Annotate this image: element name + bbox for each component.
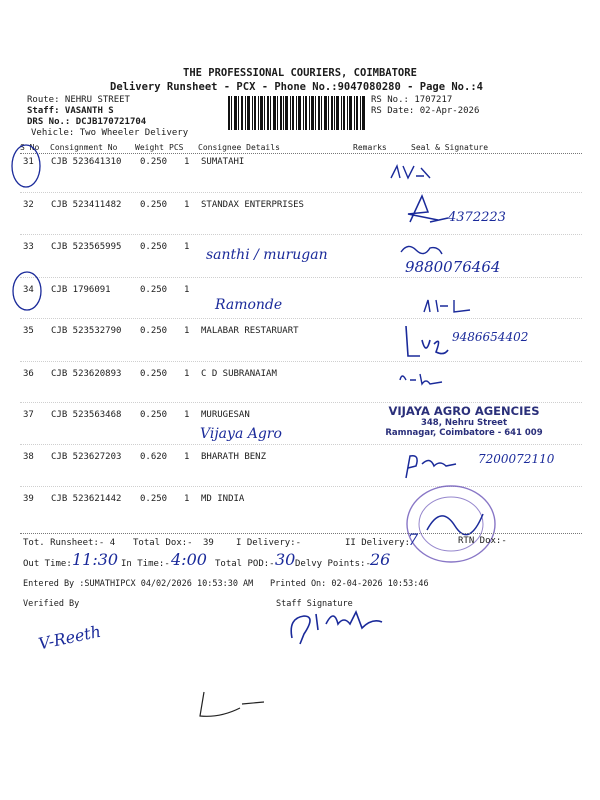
footer-divider [20, 533, 582, 534]
row-consignee: C D SUBRANAIAM [201, 369, 277, 379]
signature-row32 [400, 192, 450, 230]
company-name: THE PROFESSIONAL COURIERS, COIMBATORE [183, 67, 417, 79]
staff: Staff: VASANTH S [27, 106, 114, 116]
row-pcs: 1 [184, 285, 190, 295]
signature-row38 [400, 452, 460, 482]
row-sno: 38 [23, 452, 34, 462]
total-pod-label: Total POD:- [215, 559, 275, 569]
route: Route: NEHRU STREET [27, 95, 130, 105]
row-weight: 0.620 [140, 452, 168, 462]
row-divider [20, 192, 582, 193]
in-time-value: 4:00 [171, 550, 207, 569]
row-weight: 0.250 [140, 200, 168, 210]
col-consignment: Consignment No [50, 143, 118, 152]
row-weight: 0.250 [140, 242, 168, 252]
row-pcs: 1 [184, 452, 190, 462]
row-sno: 34 [23, 285, 34, 295]
verified-by-label: Verified By [23, 599, 80, 609]
row-sno: 33 [23, 242, 34, 252]
row-divider [20, 361, 582, 362]
row-consignee: BHARATH BENZ [201, 452, 267, 462]
vehicle: Vehicle: Two Wheeler Delivery [31, 128, 189, 138]
bottom-scribble [180, 688, 270, 724]
row-pcs: 1 [184, 494, 190, 504]
row-sno: 39 [23, 494, 34, 504]
row-sno: 36 [23, 369, 34, 379]
row-weight: 0.250 [140, 369, 168, 379]
total-pod-value: 30 [275, 550, 296, 569]
row-consignee: MALABAR RESTARUART [201, 326, 299, 336]
stamp-name: VIJAYA AGRO AGENCIES [388, 404, 540, 418]
signature-row35 [400, 322, 450, 362]
row-weight: 0.250 [140, 157, 168, 167]
company-stamp [378, 404, 550, 450]
barcode [228, 96, 366, 130]
handwritten-name-row33: santhi / murugan [206, 247, 328, 263]
staff-signature [282, 604, 392, 648]
round-seal [405, 484, 497, 564]
runsheet-subtitle: Delivery Runsheet - PCX - Phone No.:9047080280 - Page No.:4 [110, 81, 483, 93]
rs-number: RS No.: 1707217 [371, 95, 453, 105]
staff-signature-label: Staff Signature [276, 599, 353, 609]
row-consignment: CJB 523563468 [51, 410, 122, 420]
row-consignment: CJB 523565995 [51, 242, 122, 252]
total-dox-label: Total Dox:- [133, 538, 193, 548]
out-time-label: Out Time: [23, 559, 72, 569]
row-consignment: CJB 523641310 [51, 157, 122, 167]
row-sno: 32 [23, 200, 34, 210]
row-sno: 37 [23, 410, 34, 420]
rs-date: RS Date: 02-Apr-2026 [371, 106, 480, 116]
circle-mark-31 [10, 143, 42, 189]
row-weight: 0.250 [140, 285, 168, 295]
col-seal: Seal & Signature [411, 143, 489, 152]
row-consignee: MD INDIA [201, 494, 245, 504]
col-remarks: Remarks [353, 143, 387, 152]
row-weight: 0.250 [140, 326, 168, 336]
stamp-line2: Ramnagar, Coimbatore - 641 009 [385, 428, 543, 438]
handwritten-name-row37: Vijaya Agro [200, 426, 282, 442]
row-sno: 35 [23, 326, 34, 336]
row-sno: 31 [23, 157, 34, 167]
row-consignment: CJB 523621442 [51, 494, 122, 504]
rtn-dox-label: RTN Dox:- [458, 536, 507, 546]
in-time-label: In Time:- [121, 559, 170, 569]
row-pcs: 1 [184, 242, 190, 252]
i-delivery-label: I Delivery:- [236, 538, 302, 548]
printed-on: Printed On: 02-04-2026 10:53:46 [270, 579, 429, 589]
out-time-value: 11:30 [72, 550, 119, 569]
row-divider [20, 234, 582, 235]
col-pcs: PCS [169, 143, 184, 152]
signature-row34 [420, 296, 474, 318]
signature-row36 [396, 370, 446, 388]
row-weight: 0.250 [140, 410, 168, 420]
row-pcs: 1 [184, 157, 190, 167]
row-pcs: 1 [184, 200, 190, 210]
phone-row38: 7200072110 [478, 452, 555, 466]
ii-delivery-label: II Delivery: [345, 538, 411, 548]
row-weight: 0.250 [140, 494, 168, 504]
stamp-line1: 348, Nehru Street [420, 418, 508, 428]
delvy-points-label: Delvy Points:- [295, 559, 371, 569]
verified-signature: V-Reeth [36, 621, 103, 654]
delvy-points-value: 26 [370, 550, 391, 569]
signature-row33 [398, 240, 444, 260]
row-divider [20, 318, 582, 319]
ii-delivery-value: 7 [408, 530, 419, 549]
row-pcs: 1 [184, 369, 190, 379]
handwritten-name-row34: Ramonde [215, 297, 283, 313]
row-consignee: MURUGESAN [201, 410, 250, 420]
signature-row31 [388, 160, 438, 186]
col-sno: S No [20, 143, 40, 152]
row-consignment: CJB 523627203 [51, 452, 122, 462]
row-pcs: 1 [184, 410, 190, 420]
phone-row35: 9486654402 [452, 330, 529, 344]
row-divider [20, 486, 582, 487]
row-consignment: CJB 523532790 [51, 326, 122, 336]
tot-runsheet: Tot. Runsheet:- 4 [23, 538, 116, 548]
drs-number: DRS No.: DCJB170721704 [27, 117, 147, 127]
entered-by: Entered By :SUMATHIPCX 04/02/2026 10:53:30 AM [23, 579, 254, 589]
row-consignee: STANDAX ENTERPRISES [201, 200, 304, 210]
row-consignment: CJB 523411482 [51, 200, 122, 210]
row-consignment: CJB 523620893 [51, 369, 122, 379]
col-weight: Weight [135, 143, 164, 152]
row-consignment: CJB 1796091 [51, 285, 111, 295]
total-dox-value: 39 [203, 538, 214, 548]
circle-mark-34 [11, 270, 43, 312]
phone-row33: 9880076464 [405, 258, 501, 276]
row-consignee: SUMATAHI [201, 157, 245, 167]
col-consignee: Consignee Details [198, 143, 280, 152]
row-divider [20, 402, 582, 403]
header-divider [20, 153, 582, 154]
phone-row32: 4372223 [448, 210, 506, 225]
row-divider [20, 277, 582, 278]
row-pcs: 1 [184, 326, 190, 336]
